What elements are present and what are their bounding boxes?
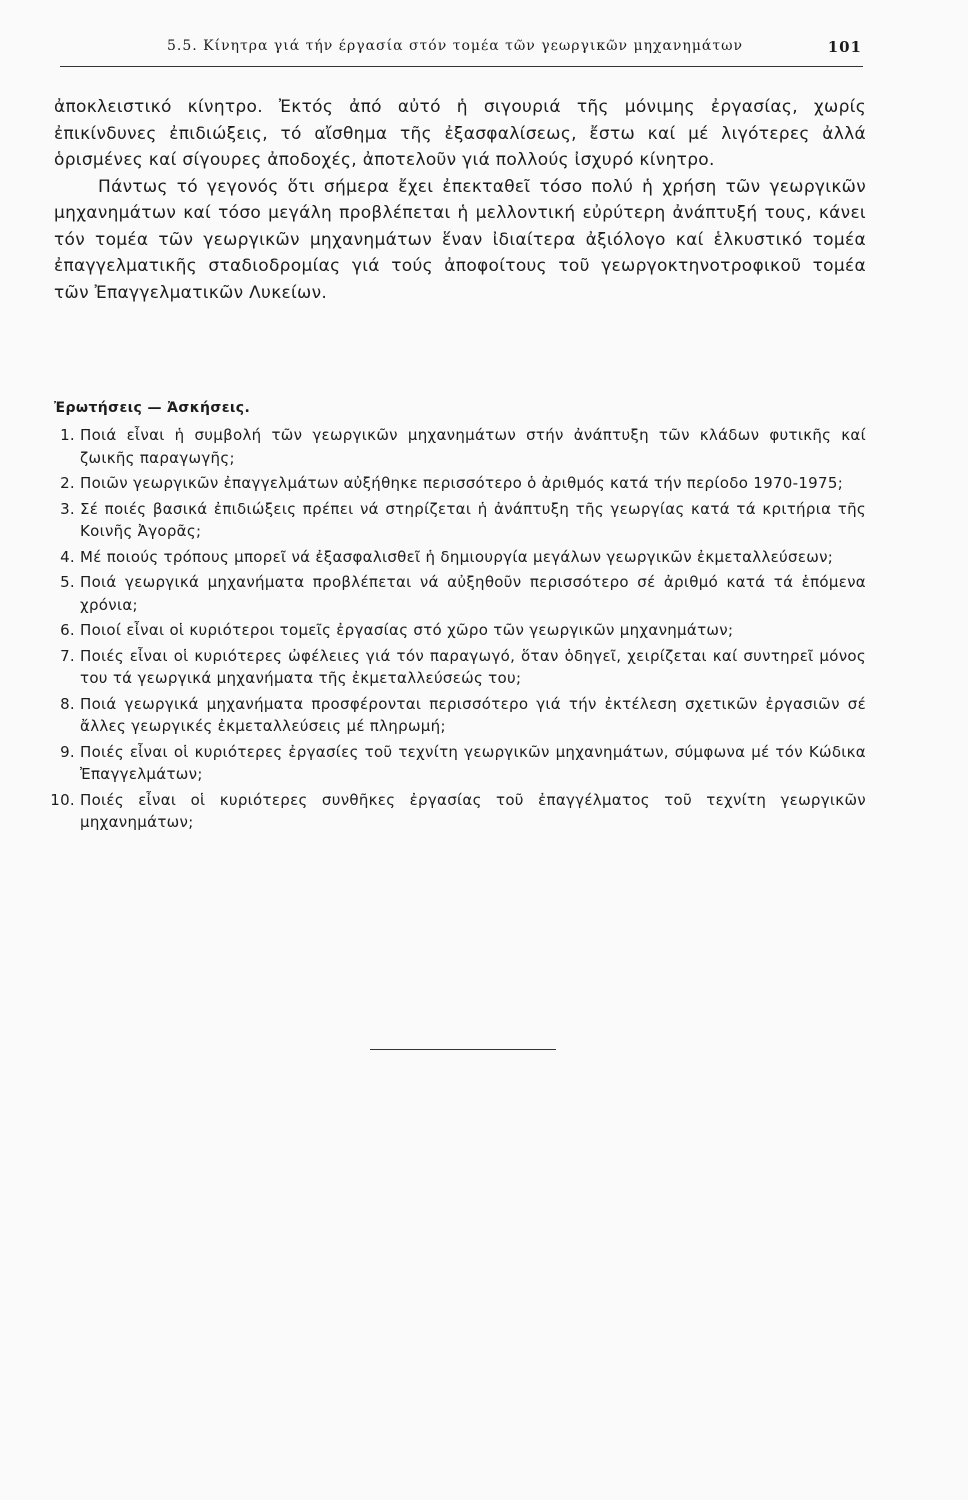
question-number: 6. [60,621,75,639]
question-item [42,645,866,690]
question-item [42,546,866,569]
question-number: 1. [60,426,75,444]
paragraph: Πάντως τό γεγονός ὅτι σήμερα ἔχει ἐπεκταθεῖ τόσο πολύ ἡ χρήση τῶν γεωργικῶν μηχανημάτων καί τόσο μεγάλη προβλέπεται ἡ μελλοντική εὐρύτερη ἀνάπτυξή τους, κάνει τόν τομέα τῶν γεωργικῶν μηχανημάτων ἕναν ἰδιαίτερα ἀξιόλογο καί ἑλκυστικό τομέα ἐπαγγελματικῆς σταδιοδρομίας γιά τούς ἀποφοίτους τοῦ γεωργοκτηνοτροφικοῦ τομέα τῶν Ἐπαγγελματικῶν Λυκείων. [54,176,866,303]
question-text: Ποιά εἶναι ἡ συμβολή τῶν γεωργικῶν μηχανημάτων στήν ἀνάπτυξη τῶν κλάδων φυτικῆς καί ζωικῆς παραγωγῆς; [80,426,866,467]
exercises-heading: Ἐρωτήσεις — Ἀσκήσεις. [54,400,251,416]
question-item [42,619,866,642]
question-number: 10. [50,790,75,809]
question-item [42,424,866,469]
question-text: Ποιῶν γεωργικῶν ἐπαγγελμάτων αὐξήθηκε περισσότερο ὁ ἀριθμός κατά τήν περίοδο 1970-1975; [80,474,844,492]
question-text: Σέ ποιές βασικά ἐπιδιώξεις πρέπει νά στηρίζεται ἡ ἀνάπτυξη τῆς γεωργίας κατά τά κριτήρια τῆς Κοινῆς Ἀγορᾶς; [80,499,866,540]
running-title: 5.5. Κίνητρα γιά τήν έργασία στόν τομέα τῶν γεωργικῶν μηχανημάτων [167,38,744,54]
question-text: Ποιά γεωργικά μηχανήματα προσφέρονται περισσότερο γιά τήν ἐκτέλεση σχετικῶν ἐργασιῶν σέ ἄλλες γεωργικές ἐκμεταλλεύσεις μέ πληρωμή; [80,694,866,735]
question-text: Ποιές εἶναι οἱ κυριότερες συνθῆκες ἐργασίας τοῦ ἐπαγγέλματος τοῦ τεχνίτη γεωργικῶν μηχανημάτων; [80,790,866,831]
section-end-rule [370,1049,556,1050]
question-number: 3. [60,499,75,518]
question-item [42,741,866,786]
question-item [42,472,866,495]
question-item [42,789,866,834]
question-number: 2. [60,474,75,492]
question-text: Ποιές εἶναι οἱ κυριότερες ὠφέλειες γιά τόν παραγωγό, ὅταν ὁδηγεῖ, χειρίζεται καί συντηρεῖ μόνος του τά γεωργικά μηχανήματα τῆς ἐκμεταλλεύσεώς του; [80,646,866,687]
question-number: 4. [60,547,75,566]
question-text: Ποιοί εἶναι οἱ κυριότεροι τομεῖς ἐργασίας στό χῶρο τῶν γεωργικῶν μηχανημάτων; [80,621,734,639]
question-number: 9. [60,742,75,761]
header-rule [60,66,863,67]
question-item [42,571,866,616]
question-number: 7. [60,646,75,665]
question-item [42,498,866,543]
question-text: Ποιά γεωργικά μηχανήματα προβλέπεται νά αὐξηθοῦν περισσότερο σέ ἀριθμό κατά τά ἑπόμενα χρόνια; [80,573,866,614]
question-text: Ποιές εἶναι οἱ κυριότερες ἐργασίες τοῦ τεχνίτη γεωργικῶν μηχανημάτων, σύμφωνα μέ τόν Κώδικα Ἐπαγγελμάτων; [80,742,866,783]
question-text: Μέ ποιούς τρόπους μπορεῖ νά ἐξασφαλισθεῖ ἡ δημιουργία μεγάλων γεωργικῶν ἐκμεταλλεύσεων; [80,547,834,566]
questions-list [42,424,866,837]
paragraph-continuation: ἀποκλειστικό κίνητρο. Ἐκτός ἀπό αὐτό ἡ σιγουριά τῆς μόνιμης ἐργασίας, χωρίς ἐπικίνδυνες ἐπιδιώξεις, τό αἴσθημα τῆς ἐξασφαλίσεως, ἔστω καί μέ λιγότερες ἀλλά ὁρισμένες καί σίγουρες ἀποδοχές, ἀποτελοῦν γιά πολλούς ἰσχυρό κίνητρο. [54,97,866,170]
page-number: 101 [827,38,862,56]
question-item [42,693,866,738]
question-number: 8. [60,694,75,713]
question-number: 5. [60,573,75,591]
body-text [54,94,866,306]
